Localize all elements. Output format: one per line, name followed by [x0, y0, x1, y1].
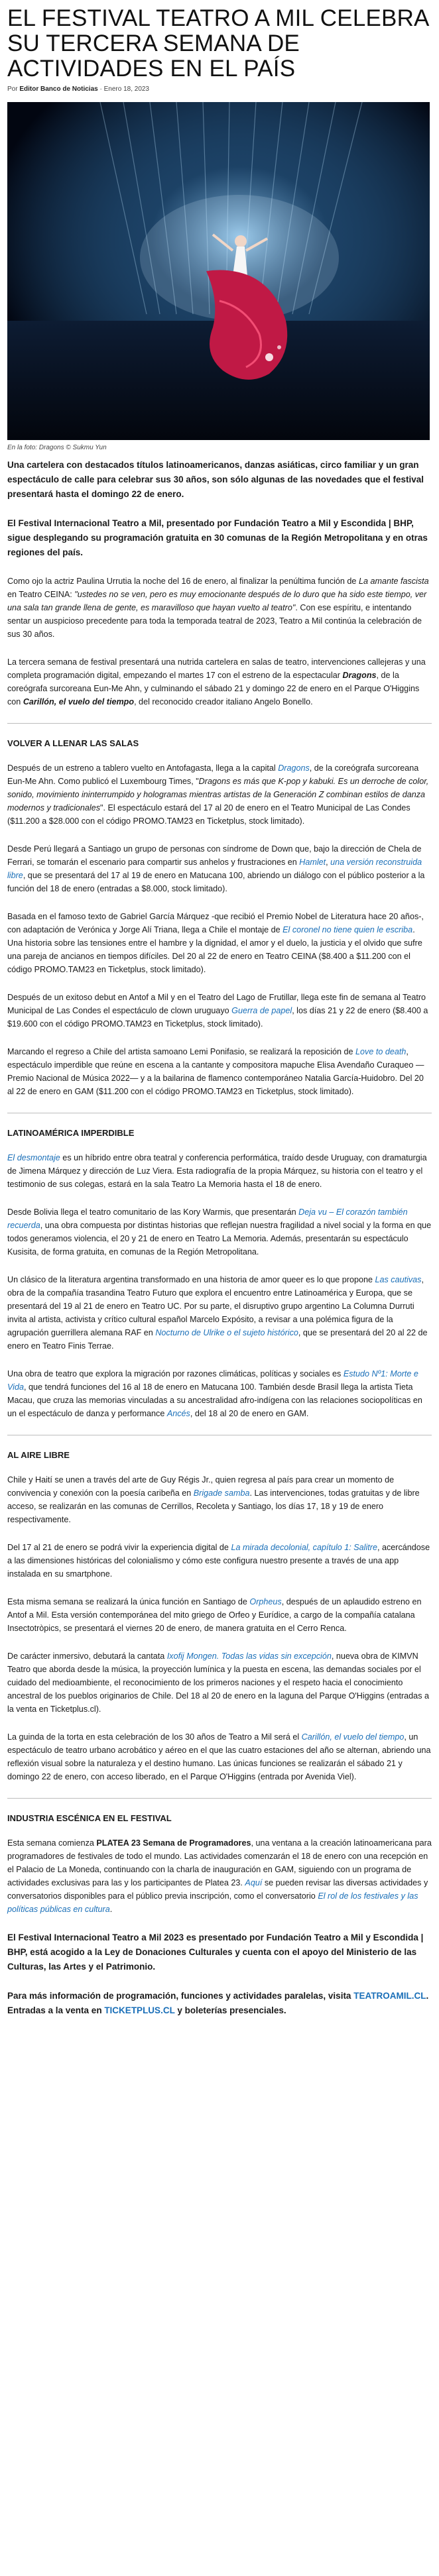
coronel-link[interactable]: El coronel no tiene quien le escriba	[282, 925, 413, 934]
more-info-paragraph: Para más información de programación, funciones y actividades paralelas, visita TEATROAMIL.CL. Entradas a la venta en TICKETPLUS.CL y boleterías presenciales.	[7, 1991, 429, 2015]
paragraph: La tercera semana de festival presentará una nutrida cartelera en salas de teatro, intervenciones callejeras y una completa programación digital, empezando el martes 17 con el estreno de la espectacular Dragons, de la coreógrafa surcoreana Eun-Me Ahn, y culminando el sábado 21 y domingo 22 de enero en el Parque O'Higgins con Carillón, el vuelo del tiempo, del reconocido creador italiano Angelo Bonello.	[7, 657, 426, 706]
publish-date: Enero 18, 2023	[103, 85, 149, 93]
conversatorio-link[interactable]: El rol de los festivales y las políticas públicas en cultura	[7, 1891, 418, 1914]
paragraph: Chile y Haití se unen a través del arte de Guy Régis Jr., quien regresa al país para crear un momento de convivencia y conexión con la poesía caribeña en Brigade samba. Las intervenciones, todas gratuitas y de libre acceso, se realizarán en las comunas de Cerrillos, Recoleta y Santiago, los días 17, 18 y 19 de enero respectivamente.	[7, 1475, 420, 1524]
deja-vu-link[interactable]: Deja vu – El corazón también recuerda	[7, 1207, 408, 1230]
article-title: EL FESTIVAL TEATRO A MIL CELEBRA SU TERCERA SEMANA DE ACTIVIDADES EN EL PAÍS	[7, 5, 428, 82]
paragraph: Como ojo la actriz Paulina Urrutia la noche del 16 de enero, al finalizar la penúltima función de La amante fascista en Teatro CEINA: "ustedes no se ven, pero es muy emocionante después de lo duro que ha sido este tiempo, ver una sala tan grande llena de gente, es maravilloso que hayan vuelto al teatro". Con ese espíritu, e intentando sentar un auspicioso precedente para toda la temporada teatral de 2023, Teatro a Mil continúa la celebración de sus 30 años.	[7, 577, 429, 639]
las-cautivas-link[interactable]: Las cautivas	[375, 1275, 422, 1284]
paragraph: Desde Perú llegará a Santiago un grupo de personas con síndrome de Down que, bajo la dirección de Chela de Ferrari, se tomarán el escenario para compartir sus anhelos y frustraciones en Hamlet, una versión reconstruida libre, que se presentará del 17 al 19 de enero en Matucana 100, abriendo un diálogo con el público posterior a la función del 18 de enero (entradas a $8.000, stock limitado).	[7, 844, 425, 893]
section-heading: AL AIRE LIBRE	[7, 1450, 70, 1460]
lead-paragraph: Una cartelera con destacados títulos latinoamericanos, danzas asiáticas, circo familiar y un gran espectáculo de calle para celebrar sus 30 años, son sólo algunas de las novedades que el festival presentará hasta el domingo 22 de enero.	[7, 460, 424, 499]
carillon-link[interactable]: Carillón, el vuelo del tiempo	[301, 1732, 405, 1742]
love-to-death-link[interactable]: Love to death	[355, 1047, 407, 1056]
paragraph: Esta misma semana se realizará la única función en Santiago de Orpheus, después de un aplaudido estreno en Antof a Mil. Esta versión contemporánea del mito griego de Orfeo y Eurídice, a cargo de la compañía catalana Insectotròpics, se presentará el viernes 20 de enero, de manera gratuita en el Cerro Renca.	[7, 1597, 422, 1633]
el-desmontaje-link[interactable]: El desmontaje	[7, 1153, 60, 1162]
section-heading: INDUSTRIA ESCÉNICA EN EL FESTIVAL	[7, 1813, 172, 1823]
ticketplus-link[interactable]: TICKETPLUS.CL	[104, 2005, 175, 2015]
teatroamil-link[interactable]: TEATROAMIL.CL	[353, 1991, 426, 2001]
dragons-stage-photo	[7, 102, 430, 440]
aqui-link[interactable]: Aquí	[245, 1878, 263, 1887]
paragraph: Después de un estreno a tablero vuelto en Antofagasta, llega a la capital Dragons, de la coreógrafa surcoreana Eun-Me Ahn. Como publicó el Luxembourg Times, "Dragons es más que K-pop y kabuki. Es un derroche de color, sonido, movimiento ininterrumpido y hologramas mientras artistas de la Generación Z combinan estilos de danza modernos y tradicionales". El espectáculo estará del 17 al 20 de enero en el Teatro Municipal de Las Condes ($11.200 a $28.000 con el código PROMO.TAM23 en Ticketplus, stock limitado).	[7, 763, 429, 826]
paragraph: Esta semana comienza PLATEA 23 Semana de Programadores, una ventana a la creación latinoamericana para programadores de festivales de todo el mundo. Las actividades comenzarán el 18 de enero con una recepción en el Palacio de La Moneda, continuando con la charla de inauguración en GAM, siguiendo con un programa de actividades exclusivas para las y los participantes de Platea 23. Aquí se pueden revisar las diversas actividades y conversatorios disponibles para el público previa inscripción, como el conversatorio El rol de los festivales y las políticas públicas en cultura.	[7, 1838, 432, 1914]
guerra-de-papel-link[interactable]: Guerra de papel	[231, 1006, 292, 1015]
hamlet-version-link[interactable]: una versión reconstruida libre	[7, 858, 422, 880]
paragraph: Desde Bolivia llega el teatro comunitario de las Kory Warmis, que presentarán Deja vu – El corazón también recuerda, una obra compuesta por distintas historias que reflejan nuestra fragilidad a nivel social y la forma en que todos generamos violencia, el 20 y 21 de enero en Teatro La Memoria. Además, presentarán su espectáculo Kusisita, de forma gratuita, en comunas de la Región Metropolitana.	[7, 1207, 432, 1257]
paragraph: Un clásico de la literatura argentina transformado en una historia de amor queer es lo que propone Las cautivas, obra de la compañía trasandina Teatro Futuro que explora el encuentro entre Latinoamérica y Europa, que se presentará del 19 al 21 de enero en Teatro UC. Por su parte, el disruptivo grupo argentino La Columna Durruti invita al artista, activista y crítico cultural español Marcelo Expósito, a revisar a una polémica figura de la agrupación guerrillera alemana RAF en Nocturno de Ulrike o el sujeto histórico, que se presentará del 20 al 22 de enero en Teatro Finis Terrae.	[7, 1275, 428, 1351]
paragraph: Una obra de teatro que explora la migración por razones climáticas, políticas y sociales es Estudo Nº1: Morte e Vida, que tendrá funciones del 16 al 18 de enero en Matucana 100. También desde Brasil llega la artista Tieta Macau, que cruza las memorias vinculadas a su ancestralidad afro-indígena con las relaciones sociopolíticas en un el espectáculo de danza y performance Ancés, del 18 al 20 de enero en GAM.	[7, 1369, 422, 1418]
paragraph: Marcando el regreso a Chile del artista samoano Lemi Ponifasio, se realizará la reposición de Love to death, espectáculo imperdible que reúne en escena a la cantante y compositora mapuche Elisa Avendaño Curaqueo —Premio Nacional de Música 2022— y a la bailarina de flamenco contemporáneo Natalia García-Huidobro. Del 20 al 22 de enero en GAM ($11.200 con el código PROMO.TAM23 en Ticketplus, stock limitado).	[7, 1047, 424, 1096]
paragraph: De carácter inmersivo, debutará la cantata Ixofij Mongen. Todas las vidas sin excepción, nueva obra de KIMVN Teatro que aborda desde la música, la proyección lumínica y la puesta en escena, las demandas sociales por el cuidado del medioambiente, el reconocimiento de los primeros naciones y el respeto hacia el conocimiento ancestral de los pueblos originarios de Chile. Del 18 al 20 de enero en la laguna del Parque O'Higgins (entradas a la venta en Ticketplus.cl).	[7, 1652, 429, 1714]
paragraph: Del 17 al 21 de enero se podrá vivir la experiencia digital de La mirada decolonial, capítulo 1: Salitre, acercándose a las dimensiones históricas del colonialismo y cómo este configura nuestro presente a través de una app instalada en su smartphone.	[7, 1543, 430, 1579]
paragraph: Después de un exitoso debut en Antof a Mil y en el Teatro del Lago de Frutillar, llega este fin de semana al Teatro Municipal de Las Condes el espectáculo de clown uruguayo Guerra de papel, los días 21 y 22 de enero ($8.400 a $19.600 con el código PROMO.TAM23 en Ticketplus, stock limitado).	[7, 993, 428, 1029]
ixofij-mongen-link[interactable]: Ixofij Mongen. Todas las vidas sin excepción	[166, 1652, 332, 1661]
article-meta: Por Editor Banco de Noticias · Enero 18, 2023	[7, 85, 149, 93]
orpheus-link[interactable]: Orpheus	[249, 1597, 282, 1606]
hero-image	[7, 102, 430, 440]
section-heading: LATINOAMÉRICA IMPERDIBLE	[7, 1128, 135, 1138]
photo-caption: En la foto: Dragons © Sukmu Yun	[7, 444, 107, 451]
closing-paragraph: El Festival Internacional Teatro a Mil 2023 es presentado por Fundación Teatro a Mil y Escondida | BHP, está acogido a la Ley de Donaciones Culturales y cuenta con el apoyo del Ministerio de las Culturas, las Artes y el Patrimonio.	[7, 1932, 424, 1972]
hamlet-link[interactable]: Hamlet	[299, 858, 326, 867]
section-heading: VOLVER A LLENAR LAS SALAS	[7, 738, 139, 748]
section-divider	[7, 723, 432, 724]
mirada-decolonial-link[interactable]: La mirada decolonial, capítulo 1: Salitre	[231, 1543, 377, 1552]
intro-paragraph: El Festival Internacional Teatro a Mil, presentado por Fundación Teatro a Mil y Escondida | BHP, sigue desplegando su programación gratuita en 30 comunas de la Región Metropolitana y en otras regiones del país.	[7, 518, 428, 557]
paragraph: Basada en el famoso texto de Gabriel García Márquez -que recibió el Premio Nobel de Literatura hace 20 años-, con adaptación de Verónica y Jorge Alí Triana, llega a Chile el montaje de El coronel no tiene quien le escriba. Una historia sobre las tensiones entre el hambre y la dignidad, el amor y el duelo, la justicia y el olvido que sufre una pareja de ancianos en tiempos difíciles. Del 20 al 22 de enero en Teatro CEINA ($8.400 a $11.200 con el código PROMO.TAM23 en Ticketplus, stock limitado).	[7, 912, 424, 974]
estudo-link[interactable]: Estudo Nº1: Morte e Vida	[7, 1369, 418, 1392]
nocturno-link[interactable]: Nocturno de Ulrike o el sujeto histórico	[155, 1328, 298, 1337]
brigade-samba-link[interactable]: Brigade samba	[193, 1488, 250, 1498]
section-divider	[7, 1798, 432, 1799]
dragons-link[interactable]: Dragons	[278, 763, 310, 773]
paragraph: La guinda de la torta en esta celebración de los 30 años de Teatro a Mil será el Carillón, el vuelo del tiempo, un espectáculo de teatro urbano acrobático y aéreo en el que las cuatro estaciones del año se alternan, abriendo una reflexión visual sobre la naturaleza y el destino humano. Las únicas funciones se realizarán el sábado 21 y domingo 22 de enero, con acceso liberado, en el Parque O'Higgins (entrada por Avenida Viel).	[7, 1732, 431, 1781]
ances-link[interactable]: Ancés	[166, 1409, 190, 1418]
paragraph: El desmontaje es un híbrido entre obra teatral y conferencia performática, traído desde Uruguay, con dramaturgia de Jimena Márquez y dirección de Luz Viera. Esta radiografía de la propia Márquez, su historia con el teatro y el testimonio de sus colegas, estará en la sala Teatro La Memoria hasta el 18 de enero.	[7, 1153, 427, 1189]
author-link[interactable]: Editor Banco de Noticias	[19, 85, 98, 93]
